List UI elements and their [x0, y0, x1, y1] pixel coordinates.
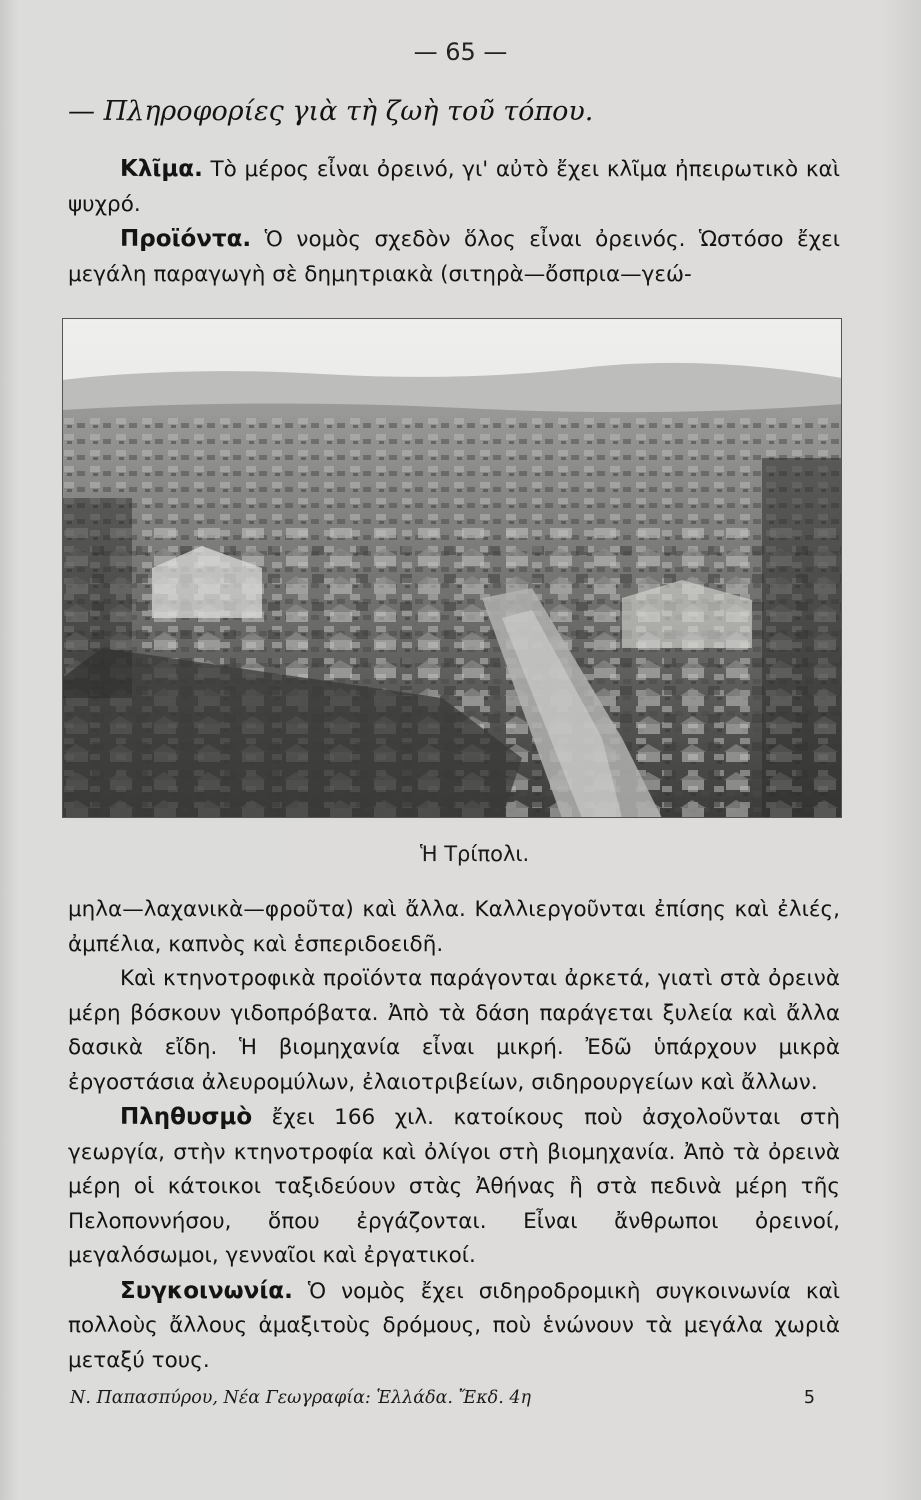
- paragraph-lead: Προϊόντα.: [120, 226, 252, 252]
- paragraph-population: [68, 1100, 840, 1274]
- paragraph-lead: Συγκοινωνία.: [120, 1277, 293, 1304]
- page-number: — 65 —: [413, 38, 508, 66]
- paragraph-lead: Κλῖμα.: [120, 156, 203, 182]
- paragraph-climate: [68, 152, 840, 222]
- paragraph-products-cont: [68, 893, 840, 962]
- paragraph-text: ἔχει 166 χιλ. κατοίκους ποὺ ἀσχολοῦνται στὴ γεωργία, στὴν κτηνοτροφία καὶ ὀλίγοι στὴ βιομηχανία. Ἀπὸ τὰ ὀρεινὰ μέρη οἱ κάτοικοι ταξιδεύουν στὰς Ἀθήνας ἢ στὰ πεδινὰ μέρη τῆς Πελοποννήσου, ὅπου ἐργάζονται. Εἶναι ἄνθρωποι ὀρεινοί, μεγαλόσωμοι, γενναῖοι καὶ ἐργατικοί.: [68, 1105, 840, 1268]
- paragraph-text: μηλα—λαχανικὰ—φροῦτα) καὶ ἄλλα. Καλλιεργοῦνται ἐπίσης καὶ ἐλιές, ἀμπέλια, καπνὸς καὶ ἑσπεριδοειδῆ.: [68, 897, 840, 957]
- section-title: — Πληροφορίες γιὰ τὴ ζωὴ τοῦ τόπου.: [68, 96, 594, 127]
- paragraph-lead: Πληθυσμὸ: [120, 1104, 253, 1130]
- paragraph-text: Ὁ νομὸς ἔχει σιδηροδρομικὴ συγκοινωνία καὶ πολλοὺς ἄλλους ἀμαξιτοὺς δρόμους, ποὺ ἑνώνουν τὰ μεγάλα χωριὰ μεταξύ τους.: [68, 1278, 840, 1373]
- paragraph-livestock: [68, 962, 840, 1100]
- paragraph-text: Τὸ μέρος εἶναι ὀρεινό, γι' αὐτὸ ἔχει κλῖμα ἠπειρωτικὸ καὶ ψυχρό.: [68, 157, 840, 217]
- paragraph-text: Ὁ νομὸς σχεδὸν ὅλος εἶναι ὀρεινός. Ὡστόσο ἔχει μεγάλη παραγωγὴ σὲ δημητριακὰ (σιτηρὰ—ὄσπρια—γεώ-: [68, 227, 840, 287]
- citation-text: Ν. Παπασπύρου, Νέα Γεωγραφία: Ἑλλάδα. Ἔκδ. 4η: [70, 1388, 531, 1408]
- photo-caption: Ἡ Τρίπολι.: [420, 842, 530, 866]
- footer-citation: [70, 1388, 815, 1408]
- paragraph-transport: [68, 1274, 840, 1379]
- photo-tripoli: [62, 318, 842, 818]
- paragraph-text: Καὶ κτηνοτροφικὰ προϊόντα παράγονται ἀρκετά, γιατὶ στὰ ὀρεινὰ μέρη βόσκουν γιδοπρόβατα. Ἀπὸ τὰ δάση παράγεται ξυλεία καὶ ἄλλα δασικὰ εἴδη. Ἡ βιομηχανία εἶναι μικρή. Ἐδῶ ὑπάρχουν μικρὰ ἐργοστάσια ἀλευρομύλων, ἐλαιοτριβείων, σιδηρουργείων καὶ ἄλλων.: [68, 966, 840, 1095]
- text-top: [68, 152, 840, 292]
- sheet-number: 5: [803, 1388, 815, 1408]
- paragraph-products: [68, 222, 840, 292]
- text-bottom: [68, 893, 840, 1378]
